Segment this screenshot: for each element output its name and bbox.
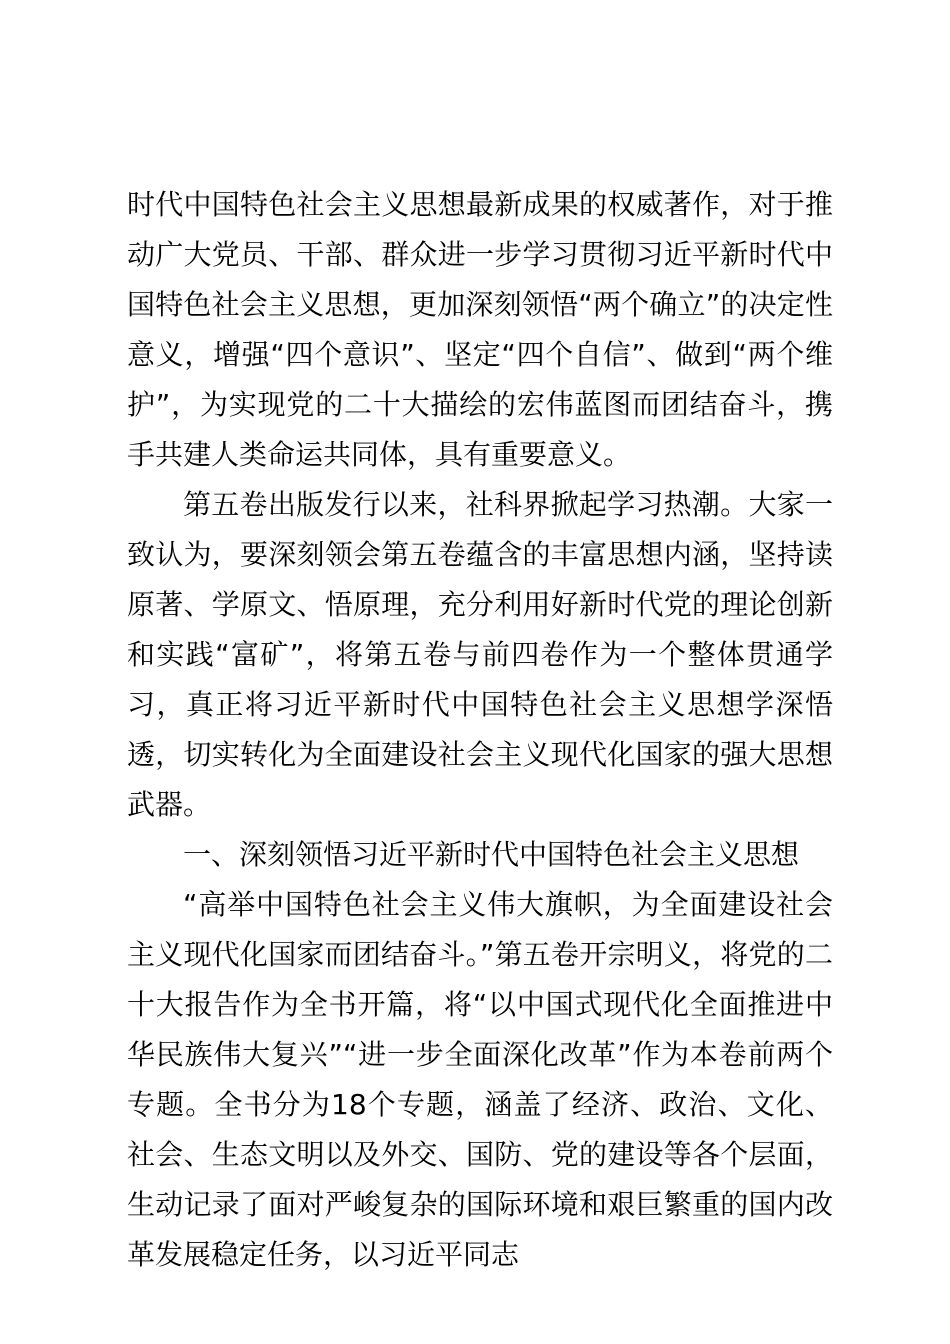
document-body <box>127 180 833 1280</box>
paragraph-1: 时代中国特色社会主义思想最新成果的权威著作，对于推动广大党员、干部、群众进一步学习贯彻习近平新时代中国特色社会主义思想，更加深刻领悟“两个确立”的决定性意义，增强“四个意识”、坚定“四个自信”、做到“两个维护”，为实现党的二十大描绘的宏伟蓝图而团结奋斗，携手共建人类命运共同体，具有重要意义。 <box>127 188 833 471</box>
section-heading-1: 一、深刻领悟习近平新时代中国特色社会主义思想 <box>183 838 800 871</box>
paragraph-3: “高举中国特色社会主义伟大旗帜，为全面建设社会主义现代化国家而团结奋斗。”第五卷开宗明义，将党的二十大报告作为全书开篇，将“以中国式现代化全面推进中华民族伟大复兴”“进一步全面深化改革”作为本卷前两个专题。全书分为18个专题，涵盖了经济、政治、文化、社会、生态文明以及外交、国防、党的建设等各个层面，生动记录了面对严峻复杂的国际环境和艰巨繁重的国内改革发展稳定任务，以习近平同志 <box>127 888 833 1271</box>
paragraph-2: 第五卷出版发行以来，社科界掀起学习热潮。大家一致认为，要深刻领会第五卷蕴含的丰富思想内涵，坚持读原著、学原文、悟原理，充分利用好新时代党的理论创新和实践“富矿”，将第五卷与前四卷作为一个整体贯通学习，真正将习近平新时代中国特色社会主义思想学深悟透，切实转化为全面建设社会主义现代化国家的强大思想武器。 <box>127 488 833 821</box>
